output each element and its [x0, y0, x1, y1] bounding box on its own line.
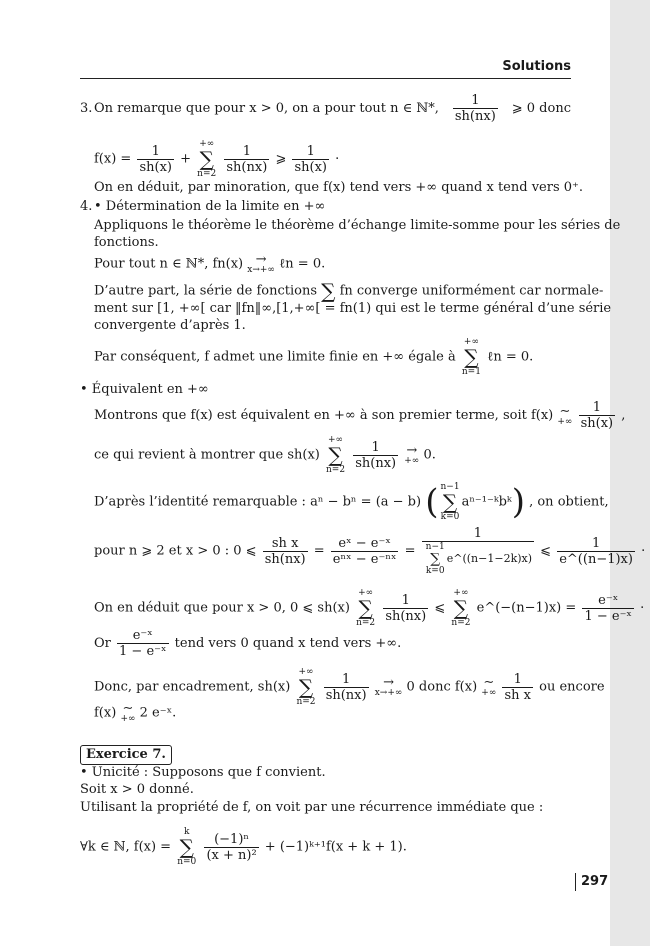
item3-line1: 3.: [80, 101, 93, 116]
item4-squeeze: Donc, par encadrement, sh(x) +∞ ∑ n=2 $\frac{1}{sh(nx)}$ → x→+∞ 0 donc f(x) ∼ +∞ $\frac{1}{\text{sh x}}$ ou encore: [94, 667, 605, 707]
equivalent-symbol: ∼ +∞: [557, 403, 573, 427]
exercise-text: Soit x > 0 donné.: [80, 782, 194, 797]
fraction: $\frac{1}{sh(nx)}$: [355, 439, 397, 471]
limit-arrow: → x→+∞: [247, 252, 275, 275]
equivalent-symbol: ∼ +∞: [120, 701, 136, 724]
sum-symbol: +∞ ∑ n=2: [356, 588, 376, 628]
sum-symbol: k ∑ n=0: [177, 827, 197, 867]
fraction: $\frac{\text{sh x}}{sh(nx)}$: [264, 535, 306, 567]
item3-line1-body: On remarque que pour x > 0, on a pour tout n ∈ ℕ*, $\frac{1}{sh(nx)}$ ⩾ 0 donc: [94, 93, 571, 124]
item4-tends-zero: Or $\frac{\text{e⁻ˣ}}{\text{1 − e⁻ˣ}}$ tend vers 0 quand x tend vers +∞.: [94, 628, 402, 659]
page-header: [80, 58, 571, 79]
page-number: 297: [575, 873, 608, 891]
item4-final-equivalent: f(x) ∼ +∞ 2 e⁻ˣ.: [94, 701, 177, 724]
fraction: $\frac{1}{sh(nx)}$: [325, 671, 367, 703]
fraction: $\frac{\text{e⁻ˣ}}{\text{1 − e⁻ˣ}}$: [119, 628, 167, 659]
item4-limit-statement: Pour tout n ∈ ℕ*, fn(x) → x→+∞ ℓn = 0.: [94, 252, 326, 275]
item4-sum-bound: On en déduit que pour x > 0, 0 ⩽ sh(x) +∞ ∑ n=2 $\frac{1}{sh(nx)}$ ⩽ +∞ ∑ n=2 e^(−(n−1)x) = $\frac{\text{e⁻ˣ}}{\text{1 − e⁻ˣ}}$ ·: [94, 588, 645, 628]
sum-symbol: +∞ ∑ n=2: [326, 435, 346, 475]
fraction: 1 n−1 ∑ k=0 e^((n−1−2k)x): [422, 526, 534, 576]
fraction: $\frac{1}{sh(x)}$: [294, 143, 328, 175]
fraction: $\frac{1}{\text{sh x}}$: [504, 671, 531, 703]
item4-text: fonctions.: [94, 235, 159, 250]
item3-conclusion: On en déduit, par minoration, que f(x) tend vers +∞ quand x tend vers 0⁺.: [94, 180, 584, 195]
header-title: Solutions: [502, 59, 571, 74]
item4-uniform-conv: D’autre part, la série de fonctions ∑ fn converge uniformément car normale-: [94, 279, 604, 303]
sum-symbol: +∞ ∑ n=2: [296, 667, 316, 707]
limit-arrow: → x→+∞: [374, 675, 403, 698]
fraction: $\frac{1}{sh(nx)}$: [226, 143, 268, 175]
item4-bound: pour n ⩾ 2 et x > 0 : 0 ⩽ $\frac{\text{sh x}}{sh(nx)}$ = $\frac{\text{eˣ − e⁻ˣ}}{\text{eⁿˣ − e⁻ⁿˣ}}$ = 1 n−1 ∑ k=0 e^((n−1−2k)x) ⩽ $\frac{1}{e\^{}((n-1)x)}$ ·: [94, 526, 646, 576]
fraction: $\frac{\text{(−1)ⁿ}}{\text{(x + n)²}}$: [206, 831, 257, 863]
item4-text: ment sur [1, +∞[ car ‖fn‖∞,[1,+∞[ = fn(1) qui est le terme général d’une série: [94, 301, 612, 316]
fraction: $\frac{1}{sh(x)}$: [580, 400, 614, 431]
exercise-title: Exercice 7.: [80, 745, 172, 765]
item4-text: convergente d’après 1.: [94, 318, 246, 333]
fraction: $\frac{\text{e⁻ˣ}}{\text{1 − e⁻ˣ}}$: [584, 592, 632, 624]
sum-symbol: +∞ ∑ n=1: [461, 337, 481, 377]
item4-heading-equivalent: • Équivalent en +∞: [80, 382, 209, 397]
fraction: $\frac{1}{sh(nx)}$: [454, 93, 496, 124]
exercise-uniqueness: • Unicité : Supposons que f convient.: [80, 765, 326, 780]
item4-number: 4.: [80, 199, 93, 214]
item4-finite-limit: Par conséquent, f admet une limite finie en +∞ égale à +∞ ∑ n=1 ℓn = 0.: [94, 337, 534, 377]
fraction: $\frac{1}{sh(x)}$: [139, 143, 172, 175]
item4-reduction: ce qui revient à montrer que sh(x) +∞ ∑ n=2 $\frac{1}{sh(nx)}$ → +∞ 0.: [94, 435, 436, 475]
exercise-recurrence: ∀k ∈ ℕ, f(x) = k ∑ n=0 $\frac{\text{(−1)ⁿ}}{\text{(x + n)²}}$ + (−1)ᵏ⁺¹f(x + k + 1).: [80, 827, 407, 867]
equivalent-symbol: ∼ +∞: [481, 675, 497, 698]
sum-symbol: +∞ ∑ n=2: [197, 139, 217, 179]
sum-symbol: n−1 ∑ k=0: [440, 482, 460, 522]
item4-identity: D’après l’identité remarquable : aⁿ − bⁿ = (a − b) ( n−1 ∑ k=0 aⁿ⁻¹⁻ᵏbᵏ) , on obtient,: [94, 482, 609, 522]
fraction: $\frac{1}{sh(nx)}$: [385, 592, 427, 624]
item4-equivalent-statement: Montrons que f(x) est équivalent en +∞ à son premier terme, soit f(x) ∼ +∞ $\frac{1}{sh(x)}$ ,: [94, 400, 626, 431]
item4-heading-limit: • Détermination de la limite en +∞: [94, 199, 326, 214]
sum-symbol: +∞ ∑ n=2: [451, 588, 471, 628]
item3-inequality: f(x) = $\frac{1}{sh(x)}$ + +∞ ∑ n=2 $\frac{1}{sh(nx)}$ ⩾ $\frac{1}{sh(x)}$ ·: [94, 139, 340, 179]
exercise-text: Utilisant la propriété de f, on voit par une récurrence immédiate que :: [80, 800, 544, 815]
fraction: $\frac{1}{e\^{}((n-1)x)}$: [559, 535, 633, 567]
limit-arrow: → +∞: [404, 443, 420, 466]
item4-text: Appliquons le théorème le théorème d’échange limite-somme pour les séries de: [94, 218, 621, 233]
fraction: $\frac{\text{eˣ − e⁻ˣ}}{\text{eⁿˣ − e⁻ⁿˣ}}$: [332, 535, 397, 567]
page-margin-band: [610, 0, 650, 946]
